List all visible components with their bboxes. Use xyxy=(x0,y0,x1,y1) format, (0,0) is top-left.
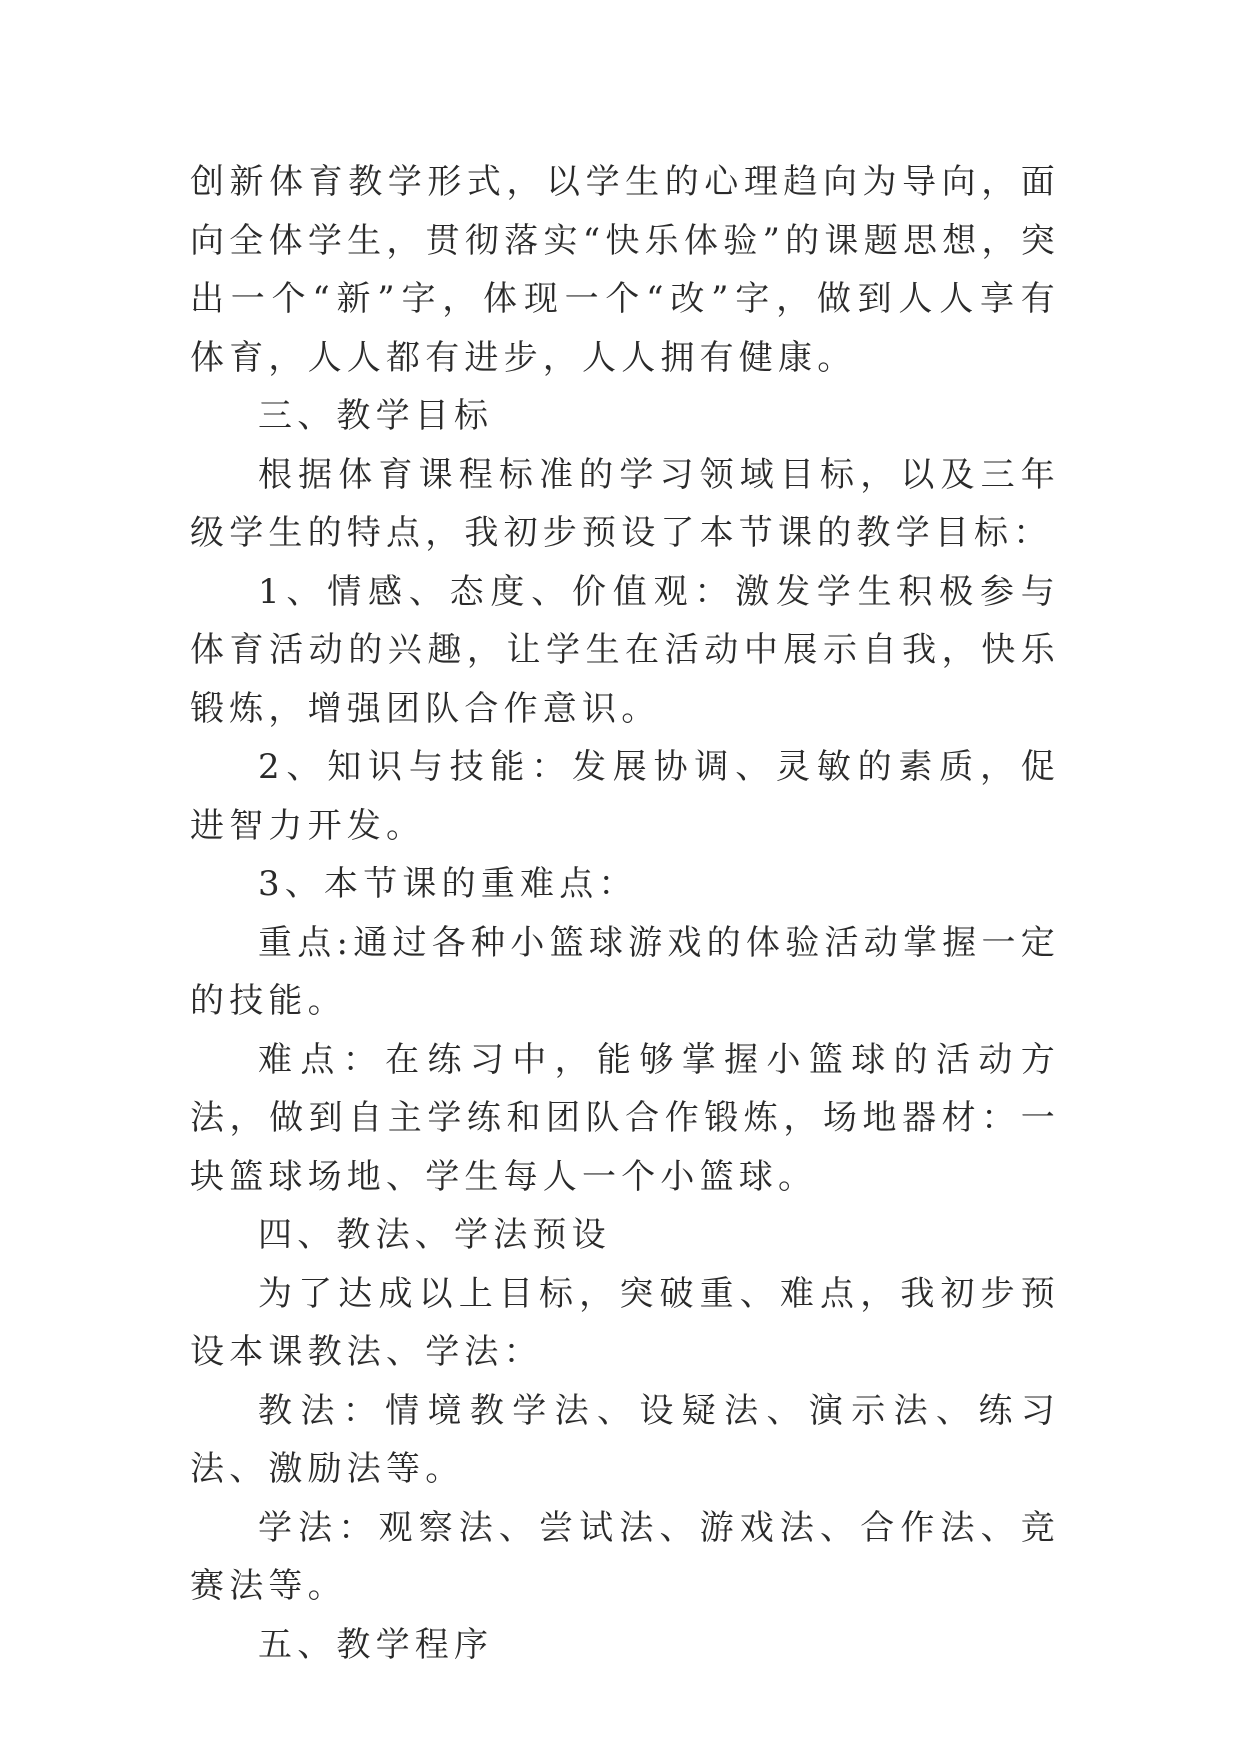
paragraph-teaching-methods: 教法：情境教学法、设疑法、演示法、练习法、激励法等。 xyxy=(190,1390,1060,1489)
section-heading-methods: 四、教法、学法预设 xyxy=(258,1215,611,1255)
paragraph-key-points-heading: 3、本节课的重难点： xyxy=(258,864,638,904)
paragraph-methods-intro: 为了达成以上目标，突破重、难点，我初步预设本课教法、学法： xyxy=(190,1273,1060,1372)
paragraph-key-point: 重点:通过各种小篮球游戏的体验活动掌握一定的技能。 xyxy=(190,922,1060,1021)
section-heading-procedure: 五、教学程序 xyxy=(258,1624,494,1665)
section-heading-teaching-goals: 三、教学目标 xyxy=(258,396,494,436)
document-body xyxy=(190,153,1060,1674)
paragraph-goal-skills: 2、知识与技能：发展协调、灵敏的素质，促进智力开发。 xyxy=(190,747,1060,846)
paragraph-goal-emotion: 1、情感、态度、价值观：激发学生积极参与体育活动的兴趣，让学生在活动中展示自我，快乐锻炼，增强团队合作意识。 xyxy=(190,571,1060,729)
paragraph-learning-methods: 学法：观察法、尝试法、游戏法、合作法、竞赛法等。 xyxy=(190,1507,1060,1606)
paragraph-intro: 创新体育教学形式，以学生的心理趋向为导向，面向全体学生，贯彻落实“快乐体验”的课题思想，突出一个“新”字，体现一个“改”字，做到人人享有体育，人人都有进步，人人拥有健康。 xyxy=(190,162,1060,378)
paragraph-goals-intro: 根据体育课程标准的学习领域目标，以及三年级学生的特点，我初步预设了本节课的教学目标： xyxy=(190,454,1060,553)
paragraph-difficult-point: 难点：在练习中，能够掌握小篮球的活动方法，做到自主学练和团队合作锻炼，场地器材：一块篮球场地、学生每人一个小篮球。 xyxy=(190,1039,1060,1197)
